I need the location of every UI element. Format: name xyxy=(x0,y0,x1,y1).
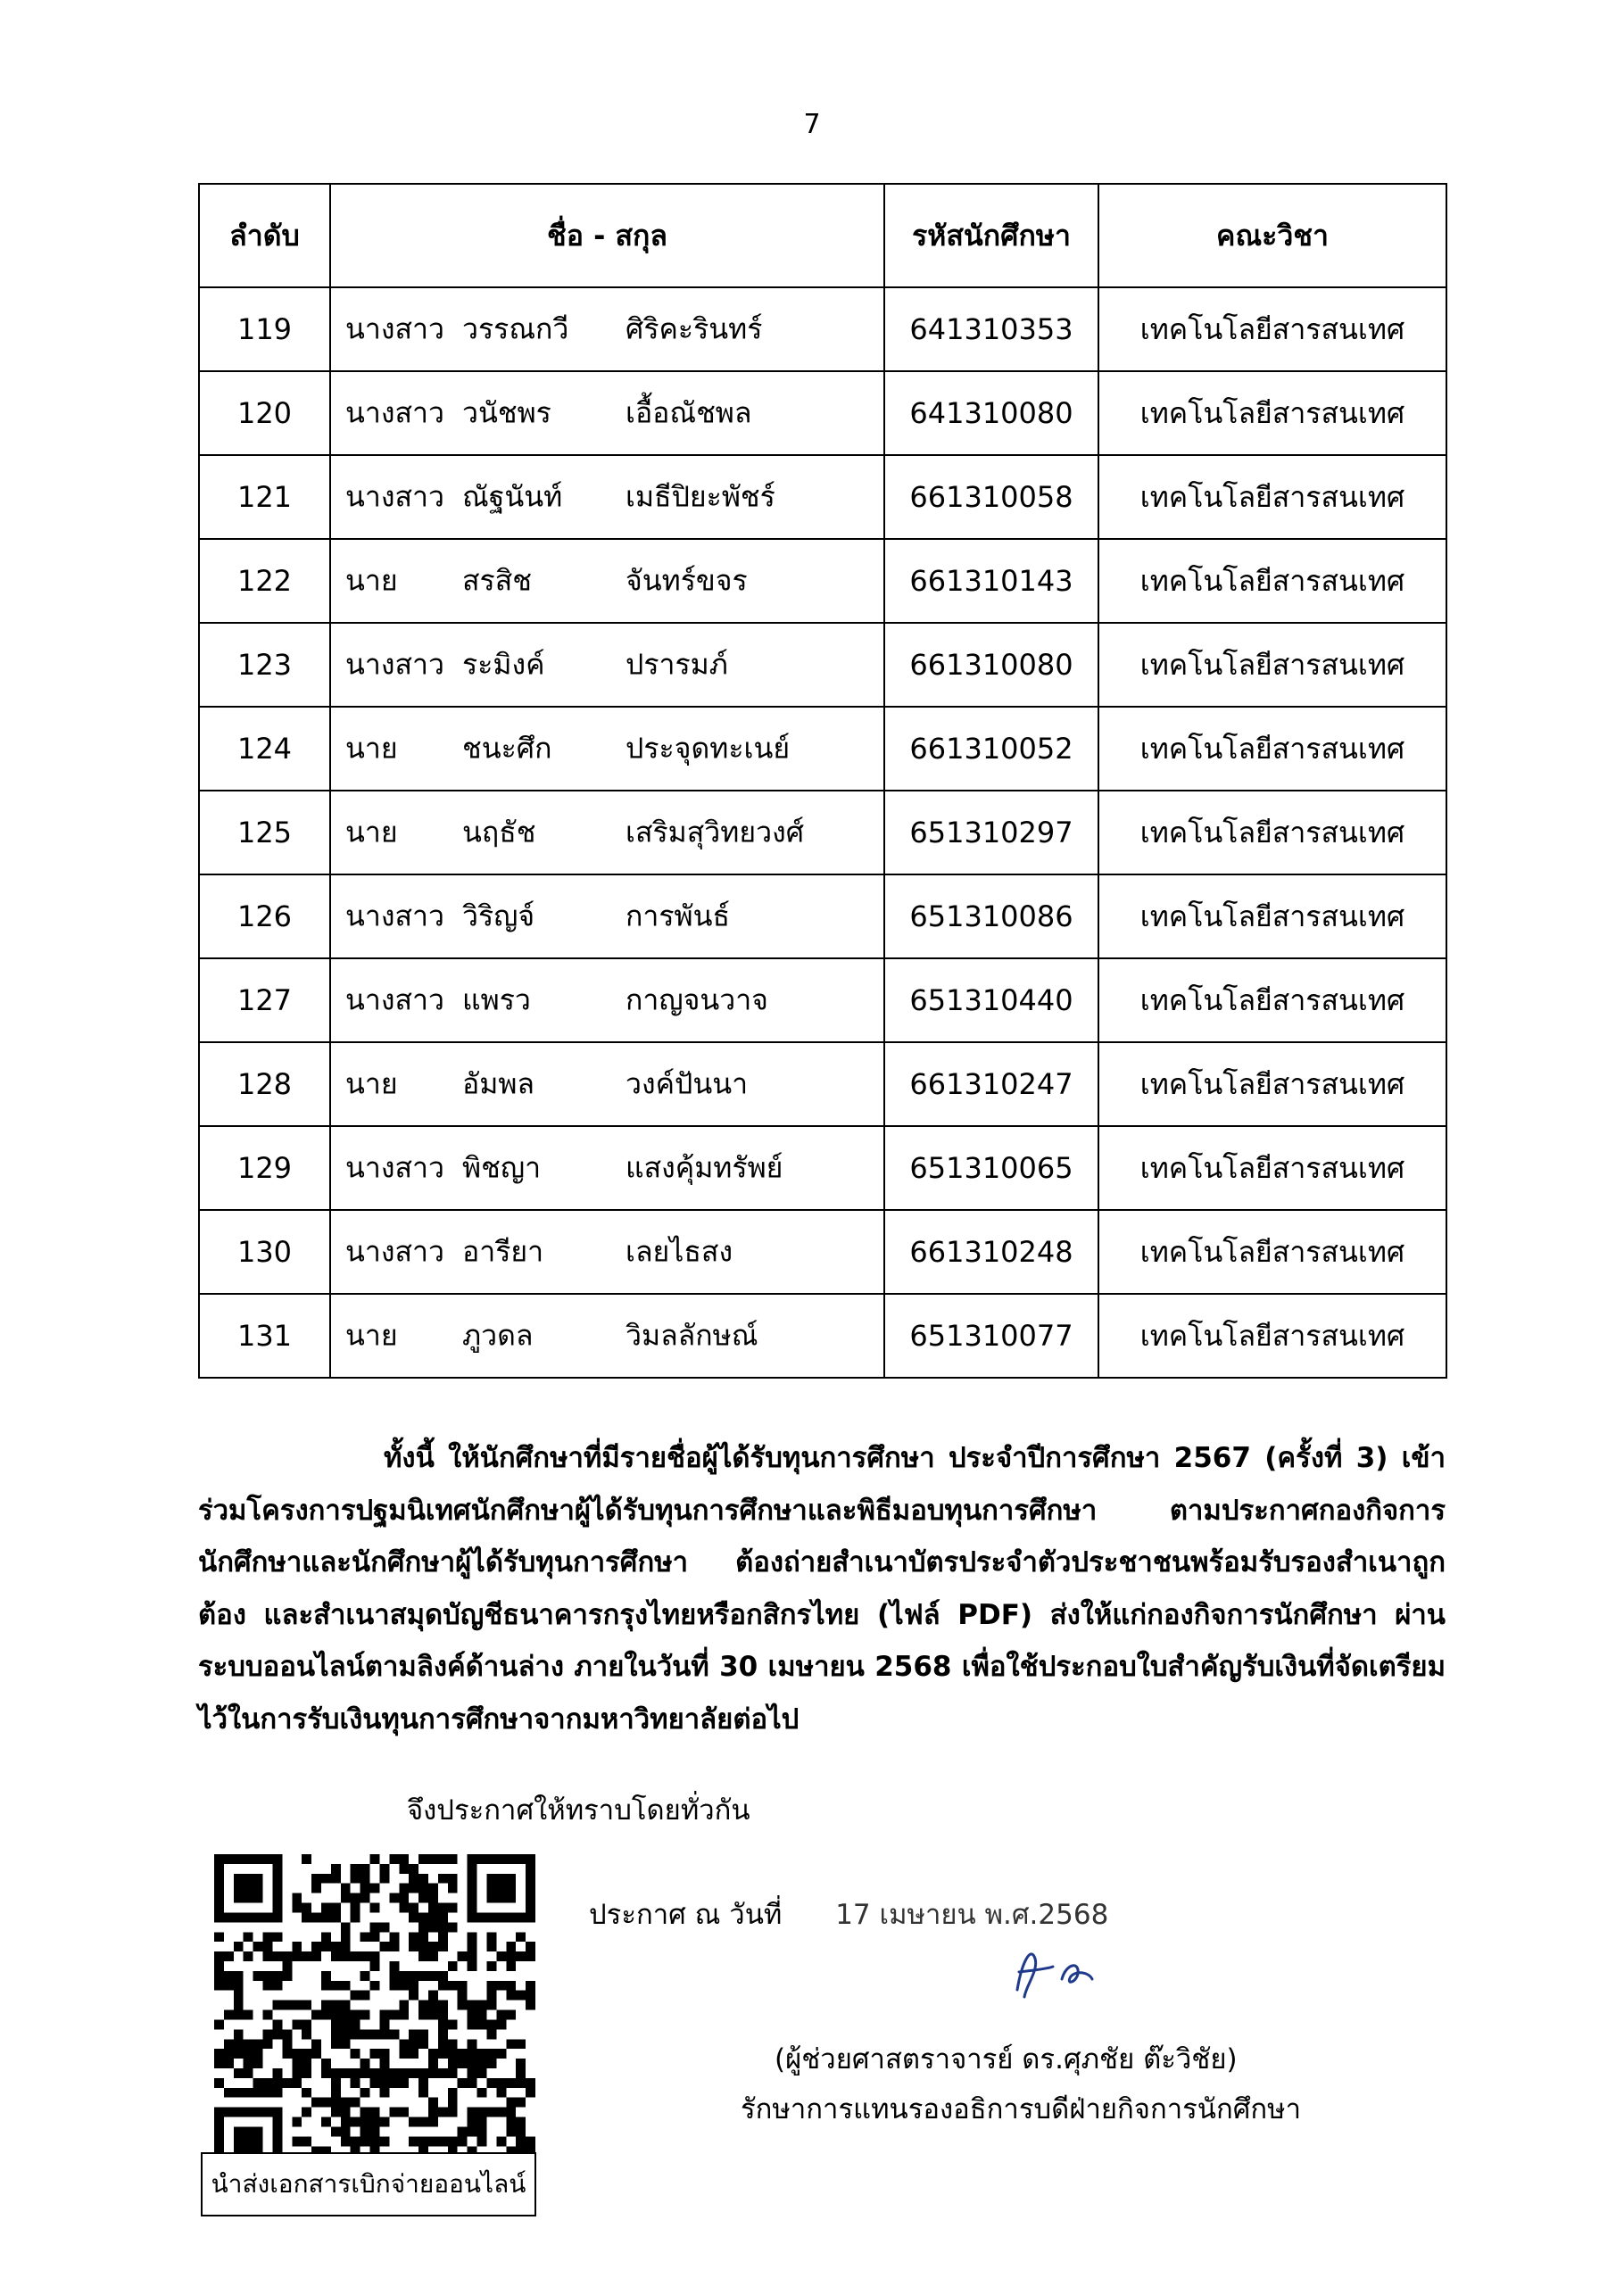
qr-caption: นำส่งเอกสารเบิกจ่ายออนไลน์ xyxy=(201,2152,536,2216)
cell-student-id: 661310080 xyxy=(884,623,1098,707)
first-name: อัมพล xyxy=(462,1066,535,1101)
name-title: นางสาว xyxy=(345,899,444,933)
table-row xyxy=(199,371,1446,455)
header-no: ลำดับ xyxy=(199,184,330,287)
name-title: นางสาว xyxy=(345,982,444,1017)
first-name: ชนะศึก xyxy=(462,731,552,766)
cell-no: 130 xyxy=(199,1210,330,1294)
cell-no: 131 xyxy=(199,1294,330,1378)
cell-faculty: เทคโนโลยีสารสนเทศ xyxy=(1098,623,1446,707)
table-row xyxy=(199,1126,1446,1210)
cell-student-id: 651310065 xyxy=(884,1126,1098,1210)
name-title: นาย xyxy=(345,1066,398,1101)
last-name: เมธีปิยะพัชร์ xyxy=(626,479,775,514)
scholarship-recipients-table xyxy=(198,183,1447,1379)
cell-name xyxy=(330,539,884,623)
cell-student-id: 641310353 xyxy=(884,287,1098,371)
table-row xyxy=(199,874,1446,958)
cell-name xyxy=(330,707,884,791)
first-name: วนัชพร xyxy=(462,395,551,430)
cell-no: 124 xyxy=(199,707,330,791)
cell-no: 126 xyxy=(199,874,330,958)
cell-no: 122 xyxy=(199,539,330,623)
header-faculty: คณะวิชา xyxy=(1098,184,1446,287)
cell-name xyxy=(330,1042,884,1126)
date-value: 17 เมษายน พ.ศ.2568 xyxy=(835,1899,1109,1931)
first-name: พิชญา xyxy=(462,1150,542,1185)
first-name: ภูวดล xyxy=(462,1318,534,1353)
cell-faculty: เทคโนโลยีสารสนเทศ xyxy=(1098,958,1446,1042)
cell-student-id: 661310247 xyxy=(884,1042,1098,1126)
cell-student-id: 661310143 xyxy=(884,539,1098,623)
table-row xyxy=(199,1210,1446,1294)
table-row xyxy=(199,707,1446,791)
instructions-paragraph xyxy=(198,1432,1446,1745)
cell-student-id: 661310058 xyxy=(884,455,1098,539)
table-row xyxy=(199,1042,1446,1126)
name-title: นาย xyxy=(345,731,398,766)
cell-name xyxy=(330,874,884,958)
cell-faculty: เทคโนโลยีสารสนเทศ xyxy=(1098,874,1446,958)
name-title: นาย xyxy=(345,815,398,849)
page-number: 7 xyxy=(803,109,821,140)
table-row xyxy=(199,287,1446,371)
signer-name: (ผู้ช่วยศาสตราจารย์ ดร.ศุภชัย ต๊ะวิชัย) xyxy=(775,2043,1238,2075)
qr-code-icon[interactable] xyxy=(214,1854,535,2175)
cell-no: 128 xyxy=(199,1042,330,1126)
name-title: นาย xyxy=(345,563,398,598)
signature-image xyxy=(999,1936,1124,2008)
cell-faculty: เทคโนโลยีสารสนเทศ xyxy=(1098,1042,1446,1126)
cell-no: 119 xyxy=(199,287,330,371)
name-title: นางสาว xyxy=(345,647,444,682)
cell-student-id: 651310086 xyxy=(884,874,1098,958)
first-name: ระมิงค์ xyxy=(462,647,545,682)
header-student-id: รหัสนักศึกษา xyxy=(884,184,1098,287)
last-name: วงค์ปันนา xyxy=(626,1066,749,1101)
cell-faculty: เทคโนโลยีสารสนเทศ xyxy=(1098,1210,1446,1294)
table-row xyxy=(199,623,1446,707)
cell-student-id: 651310440 xyxy=(884,958,1098,1042)
cell-name xyxy=(330,623,884,707)
last-name: ปรารมภ์ xyxy=(626,647,728,682)
last-name: การพันธ์ xyxy=(626,899,731,933)
cell-name xyxy=(330,1294,884,1378)
instructions-text: ทั้งนี้ ให้นักศึกษาที่มีรายชื่อผู้ได้รับทุนการศึกษา ประจำปีการศึกษา 2567 (ครั้งที่ 3) เข้าร่วมโครงการปฐมนิเทศนักศึกษาผู้ได้รับทุนการศึกษาและพิธีมอบทุนการศึกษา ตามประกาศกองกิจการนักศึกษาและนักศึกษาผู้ได้รับทุนการศึกษา ต้องถ่ายสำเนาบัตรประจำตัวประชาชนพร้อมรับรองสำเนาถูกต้อง และสำเนาสมุดบัญชีธนาคารกรุงไทยหรือกสิกรไทย (ไฟล์ PDF) ส่งให้แก่กองกิจการนักศึกษา ผ่านระบบออนไลน์ตามลิงค์ด้านล่าง ภายในวันที่ 30 เมษายน 2568 เพื่อใช้ประกอบใบสำคัญรับเงินที่จัดเตรียมไว้ในการรับเงินทุนการศึกษาจากมหาวิทยาลัยต่อไป xyxy=(198,1442,1446,1736)
cell-name xyxy=(330,287,884,371)
cell-faculty: เทคโนโลยีสารสนเทศ xyxy=(1098,791,1446,874)
cell-faculty: เทคโนโลยีสารสนเทศ xyxy=(1098,1294,1446,1378)
name-title: นางสาว xyxy=(345,311,444,346)
announcement-date-line xyxy=(589,1892,1108,1936)
cell-faculty: เทคโนโลยีสารสนเทศ xyxy=(1098,371,1446,455)
first-name: วรรณกวี xyxy=(462,311,569,346)
cell-name xyxy=(330,1210,884,1294)
cell-student-id: 651310077 xyxy=(884,1294,1098,1378)
first-name: นฤธัช xyxy=(462,815,536,849)
name-title: นางสาว xyxy=(345,1150,444,1185)
cell-faculty: เทคโนโลยีสารสนเทศ xyxy=(1098,287,1446,371)
table-row xyxy=(199,455,1446,539)
cell-name xyxy=(330,371,884,455)
cell-faculty: เทคโนโลยีสารสนเทศ xyxy=(1098,539,1446,623)
cell-student-id: 641310080 xyxy=(884,371,1098,455)
closing-statement: จึงประกาศให้ทราบโดยทั่วกัน xyxy=(407,1794,750,1827)
cell-no: 121 xyxy=(199,455,330,539)
table-row xyxy=(199,958,1446,1042)
date-label: ประกาศ ณ วันที่ xyxy=(589,1899,783,1931)
cell-name xyxy=(330,958,884,1042)
first-name: วิริญจ์ xyxy=(462,899,535,933)
table-row xyxy=(199,539,1446,623)
last-name: ศิริคะรินทร์ xyxy=(626,311,763,346)
first-name: ณัฐนันท์ xyxy=(462,479,563,514)
header-name: ชื่อ - สกุล xyxy=(330,184,884,287)
table-row xyxy=(199,791,1446,874)
cell-no: 127 xyxy=(199,958,330,1042)
name-title: นางสาว xyxy=(345,395,444,430)
first-name: แพรว xyxy=(462,982,531,1017)
last-name: กาญจนวาจ xyxy=(626,982,768,1017)
name-title: นางสาว xyxy=(345,479,444,514)
cell-student-id: 651310297 xyxy=(884,791,1098,874)
cell-student-id: 661310052 xyxy=(884,707,1098,791)
last-name: เอื้อณัชพล xyxy=(626,395,752,430)
cell-faculty: เทคโนโลยีสารสนเทศ xyxy=(1098,1126,1446,1210)
last-name: เลยไธสง xyxy=(626,1234,733,1269)
last-name: แสงคุ้มทรัพย์ xyxy=(626,1150,783,1185)
first-name: สรสิช xyxy=(462,563,532,598)
cell-no: 123 xyxy=(199,623,330,707)
table-row xyxy=(199,1294,1446,1378)
last-name: วิมลลักษณ์ xyxy=(626,1318,758,1353)
cell-faculty: เทคโนโลยีสารสนเทศ xyxy=(1098,707,1446,791)
name-title: นางสาว xyxy=(345,1234,444,1269)
name-title: นาย xyxy=(345,1318,398,1353)
table-header-row xyxy=(199,184,1446,287)
last-name: จันทร์ขจร xyxy=(626,563,748,598)
cell-name xyxy=(330,791,884,874)
cell-faculty: เทคโนโลยีสารสนเทศ xyxy=(1098,455,1446,539)
first-name: อารียา xyxy=(462,1234,544,1269)
cell-student-id: 661310248 xyxy=(884,1210,1098,1294)
last-name: ประจุดทะเนย์ xyxy=(626,731,791,766)
cell-no: 120 xyxy=(199,371,330,455)
cell-no: 125 xyxy=(199,791,330,874)
last-name: เสริมสุวิทยวงศ์ xyxy=(626,815,804,849)
cell-no: 129 xyxy=(199,1126,330,1210)
signer-position: รักษาการแทนรองอธิการบดีฝ่ายกิจการนักศึกษา xyxy=(741,2093,1302,2125)
cell-name xyxy=(330,1126,884,1210)
cell-name xyxy=(330,455,884,539)
